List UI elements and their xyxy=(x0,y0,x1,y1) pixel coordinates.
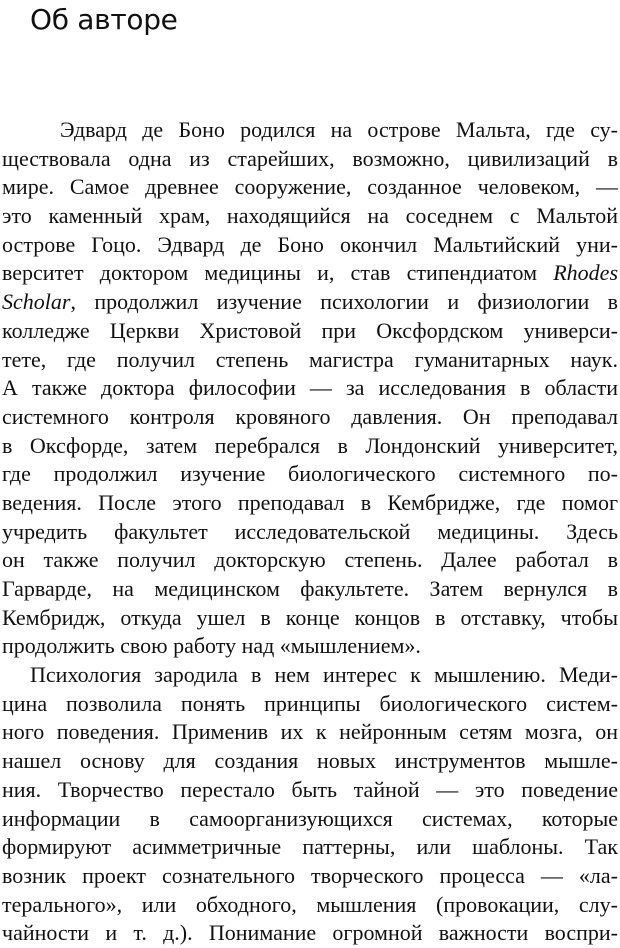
text-line: тете, где получил степень магистра гуманитарных наук. xyxy=(2,346,618,372)
text-line: ния. Творчество перестало быть тайной — это поведение xyxy=(2,776,618,802)
text-line: Кембридж, откуда ушел в конце концов в отставку, чтобы xyxy=(2,604,618,630)
text-line: в Оксфорде, затем перебрался в Лондонский университет, xyxy=(2,432,618,458)
text-line: формируют асимметричные паттерны, или шаблоны. Так xyxy=(2,834,618,860)
text-line: терального», или обходного, мышления (провокации, слу- xyxy=(2,891,618,917)
text-line: Гарварде, на медицинском факультете. Затем вернулся в xyxy=(2,576,618,601)
text-line: Психология зародила в нем интерес к мышлению. Меди- xyxy=(30,662,618,688)
text-line: А также доктора философии — за исследования в области xyxy=(2,375,618,401)
body-text xyxy=(0,116,620,948)
text-line: где продолжил изучение биологического системного по- xyxy=(2,461,618,487)
text-line: продолжить свою работу над «мышлением». xyxy=(2,633,421,659)
text-line xyxy=(0,288,618,317)
text-line: чайности и т. д.). Понимание огромной важности воспри- xyxy=(2,920,618,946)
text-line: мире. Самое древнее сооружение, созданное человеком, — xyxy=(2,174,618,200)
text-line: системного контроля кровяного давления. Он преподавал xyxy=(2,403,618,429)
text-line: острове Гоцо. Эдвард де Боно окончил Мальтийский уни- xyxy=(2,231,618,257)
text-line: нашел основу для создания новых инструментов мышле- xyxy=(2,748,618,774)
text-line: Эдвард де Боно родился на острове Мальта, где су- xyxy=(60,117,618,142)
text-line: ведения. После этого преподавал в Кембридже, где помог xyxy=(2,489,618,515)
text-line: это каменный храм, находящийся на соседнем с Мальтой xyxy=(2,203,618,229)
text-line: учредить факультет исследовательской медицины. Здесь xyxy=(2,518,618,544)
text-line: возник проект сознательного творческого процесса — «ла- xyxy=(2,862,618,888)
text-line: информации в самоорганизующихся системах, которые xyxy=(2,805,618,831)
text-line xyxy=(0,259,618,288)
italic-term: Scholar xyxy=(2,289,71,315)
text-line: он также получил докторскую степень. Далее работал в xyxy=(2,547,618,573)
page-title: Об авторе xyxy=(30,3,178,36)
text-span: , продолжил изучение психологии и физиологии в xyxy=(70,289,618,315)
text-span: верситет доктором медицины и, став стипендиатом xyxy=(2,260,554,286)
text-line: колледже Церкви Христовой при Оксфордском универси- xyxy=(2,317,618,343)
text-line: ного поведения. Применив их к нейронным сетям мозга, он xyxy=(2,719,618,745)
text-line: цина позволила понять принципы биологического систем- xyxy=(2,690,618,716)
italic-term: Rhodes xyxy=(553,260,618,286)
text-line: ществовала одна из старейших, возможно, цивилизаций в xyxy=(2,145,618,171)
